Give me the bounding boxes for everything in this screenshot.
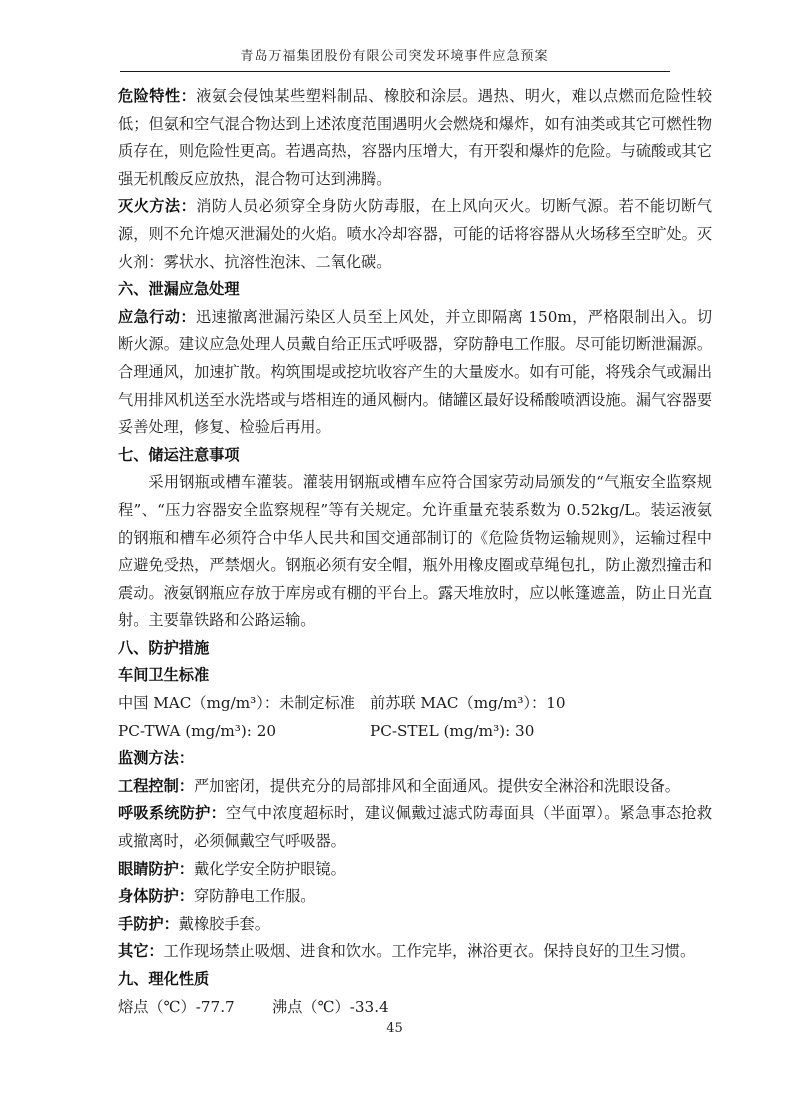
- physical-properties-row: [118, 994, 712, 1022]
- melting-point-value: 熔点（℃）-77.7: [118, 997, 235, 1016]
- paragraph-hazard: [118, 83, 712, 193]
- header-rule: [120, 71, 670, 72]
- fire-fighting-label: 灭火方法：: [118, 197, 197, 216]
- paragraph-engineering: [118, 773, 712, 801]
- other-protection-text: 工作现场禁止吸烟、进食和饮水。工作完毕，淋浴更衣。保持良好的卫生习惯。: [163, 942, 696, 961]
- page-header: [0, 0, 789, 72]
- fire-fighting-text: 消防人员必须穿全身防火防毒服，在上风向灭火。切断气源。若不能切断气源，则不允许熄灭泄漏处的火焰。喷水冷却容器，可能的话将容器从火场移至空旷处。灭火剂：雾状水、抗溶性泡沫、二氧化碳。: [118, 197, 713, 271]
- paragraph-emergency-action: [118, 304, 712, 442]
- pc-twa-value: PC-TWA (mg/m³): 20: [118, 721, 277, 740]
- engineering-label: 工程控制：: [118, 776, 194, 795]
- monitoring-heading: 监测方法：: [118, 749, 194, 768]
- boiling-point-value: 沸点（℃）-33.4: [272, 997, 389, 1016]
- hazard-text: 液氨会侵蚀某些塑料制品、橡胶和涂层。遇热、明火，难以点燃而危险性较低；但氨和空气混合物达到上述浓度范围遇明火会燃烧和爆炸，如有油类或其它可燃性物质存在，则危险性更高。若遇高热，容器内压增大，有开裂和爆炸的危险。与硫酸或其它强无机酸反应放热，混合物可达到沸腾。: [118, 87, 713, 188]
- paragraph-fire-fighting: [118, 193, 712, 276]
- hand-protection-label: 手防护：: [118, 914, 179, 933]
- section7-heading: 七、储运注意事项: [118, 445, 240, 464]
- other-protection-label: 其它：: [118, 942, 164, 961]
- section9-heading: 九、理化性质: [118, 970, 210, 988]
- mac-row: [118, 690, 712, 718]
- paragraph-body-protection: [118, 883, 712, 911]
- eye-protection-label: 眼睛防护：: [118, 859, 194, 878]
- emergency-action-label: 应急行动：: [118, 307, 196, 326]
- header-title: 青岛万福集团股份有限公司突发环境事件应急预案: [240, 49, 549, 64]
- paragraph-other-protection: [118, 938, 712, 966]
- body-protection-label: 身体防护：: [118, 887, 194, 906]
- section8-heading: 八、防护措施: [118, 638, 210, 657]
- paragraph-eye-protection: [118, 856, 712, 884]
- mac-ussr-value: 前苏联 MAC（mg/m³）：10: [370, 694, 566, 713]
- respiratory-text: 空气中浓度超标时，建议佩戴过滤式防毒面具（半面罩）。紧急事态抢救或撤离时，必须佩戴空气呼吸器。: [118, 804, 713, 851]
- paragraph-storage: 采用钢瓶或槽车灌装。灌装用钢瓶或槽车应符合国家劳动局颁发的“气瓶安全监察规程”、“压力容器安全监察规程”等有关规定。允许重量充装系数为 0.52kg/L。装运液氨的钢瓶和槽车必须符合中华人民共和国交通部制订的《危险货物运输规则》，运输过程中应避免受热，严禁烟火。钢瓶必须有安全帽，瓶外用橡皮圈或草绳包扎，防止激烈撞击和震动。液氨钢瓶应存放于库房或有棚的平台上。露天堆放时，应以帐篷遮盖，防止日光直射。主要靠铁路和公路运输。: [118, 473, 712, 630]
- mac-china-value: 中国 MAC（mg/m³）：未制定标准: [118, 694, 355, 713]
- paragraph-hand-protection: [118, 911, 712, 939]
- respiratory-label: 呼吸系统防护：: [118, 804, 227, 823]
- engineering-text: 严加密闭，提供充分的局部排风和全面通风。提供安全淋浴和洗眼设备。: [193, 776, 680, 795]
- pc-stel-value: PC-STEL (mg/m³): 30: [370, 721, 535, 740]
- body-protection-text: 穿防静电工作服。: [193, 887, 316, 906]
- document-body: [118, 83, 712, 1021]
- hand-protection-text: 戴橡胶手套。: [178, 914, 270, 933]
- emergency-action-text: 迅速撤离泄漏污染区人员至上风处，并立即隔离 150m，严格限制出入。切断火源。建议应急处理人员戴自给正压式呼吸器，穿防静电工作服。尽可能切断泄漏源。合理通风，加速扩散。构筑围堤或挖坑收容产生的大量废水。如有可能，将残余气或漏出气用排风机送至水洗塔或与塔相连的通风橱内。储罐区最好设稀酸喷洒设施。漏气容器要妥善处理，修复、检验后再用。: [118, 307, 713, 437]
- page-number: 45: [386, 1021, 403, 1036]
- paragraph-respiratory: [118, 800, 712, 855]
- pc-row: [118, 718, 712, 746]
- hygiene-standard-heading: 车间卫生标准: [118, 666, 210, 685]
- page-footer: [0, 1021, 789, 1036]
- eye-protection-text: 戴化学安全防护眼镜。: [193, 859, 346, 878]
- section6-heading: 六、泄漏应急处理: [118, 280, 240, 299]
- hazard-label: 危险特性：: [118, 87, 197, 105]
